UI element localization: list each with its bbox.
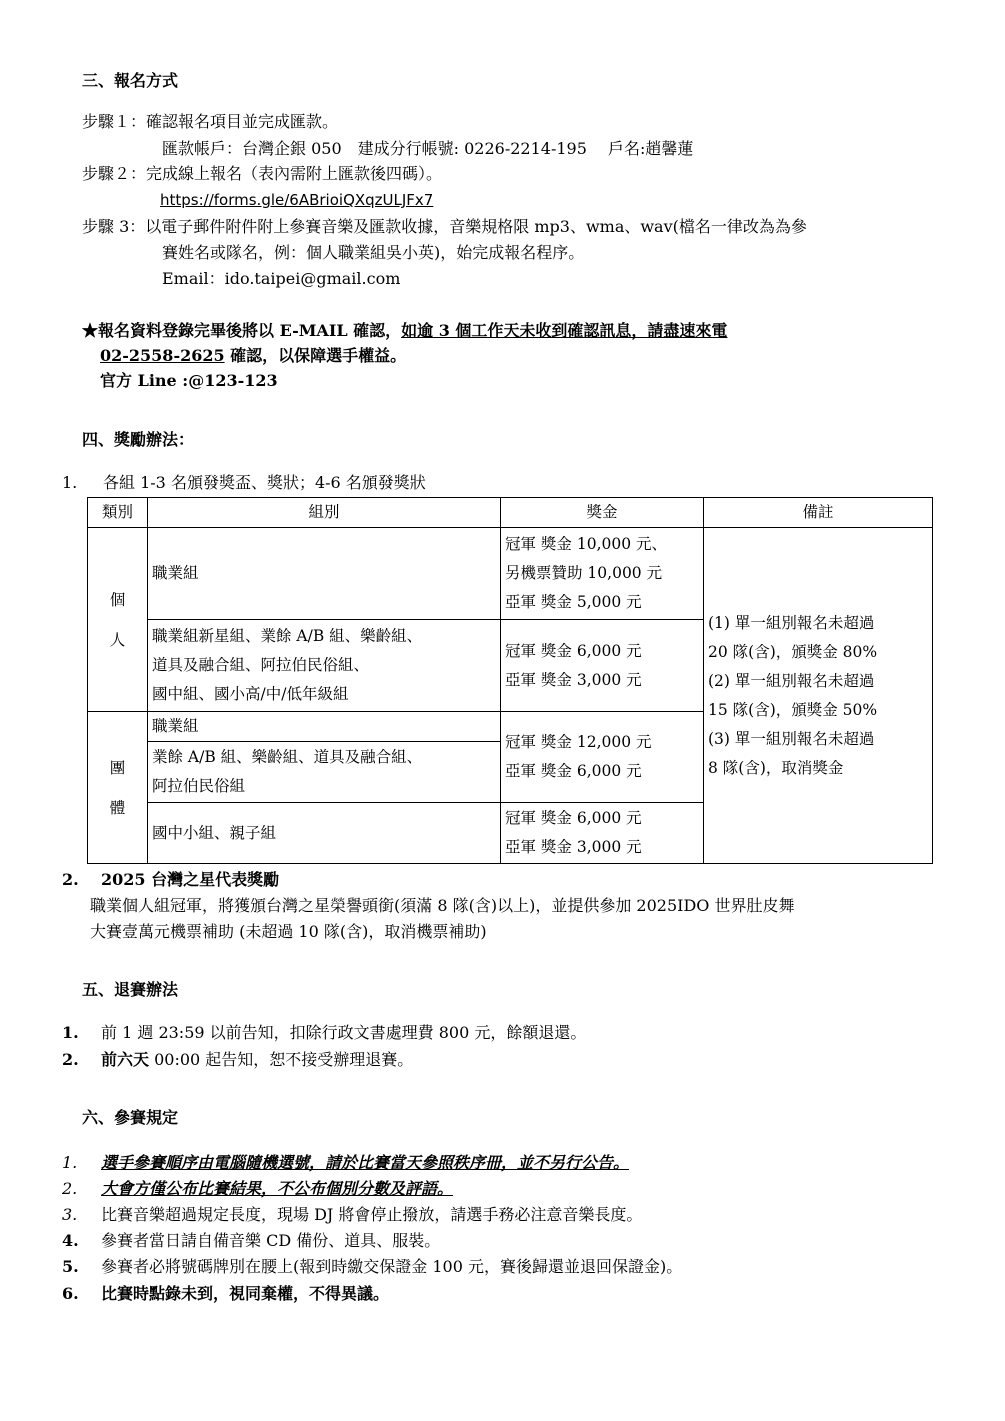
group-line: 國中組、國小高/中/低年級組 bbox=[152, 685, 349, 703]
prize-cell bbox=[501, 803, 704, 864]
category-individual-char1: 個 bbox=[109, 590, 126, 609]
step3-text-line1: 步驟 3：以電子郵件附件附上參賽音樂及匯款收據，音樂規格限 mp3、wma、wav(檔名一律改為為參 bbox=[82, 217, 807, 236]
header-group: 組別 bbox=[148, 498, 501, 528]
rule-item3-number: 3. bbox=[62, 1205, 78, 1224]
section5-title: 五、退賽辦法 bbox=[82, 980, 179, 999]
category-individual bbox=[88, 528, 148, 712]
remark-line: (3) 單一組別報名未超過 bbox=[708, 729, 875, 748]
prize-cell bbox=[501, 620, 704, 712]
award-item2-line2: 大賽壹萬元機票補助 (未超過 10 隊(含)，取消機票補助) bbox=[90, 922, 487, 941]
section4-title: 四、獎勵辦法： bbox=[82, 430, 195, 449]
remark-line: 15 隊(含)，頒獎金 50% bbox=[708, 700, 878, 719]
withdraw-item2-rest: 00:00 起告知，恕不接受辦理退賽。 bbox=[149, 1050, 414, 1069]
rule-item2-number: 2. bbox=[62, 1179, 78, 1198]
bank-account-text: 匯款帳戶：台灣企銀 050 建成分行帳號: 0226-2214-195 戶名:趙馨蓮 bbox=[162, 139, 694, 158]
group-cell: 職業組 bbox=[148, 528, 501, 620]
table-row bbox=[88, 528, 933, 620]
category-individual-char2: 人 bbox=[109, 630, 126, 649]
remark-line: 20 隊(含)，頒獎金 80% bbox=[708, 642, 878, 661]
prize-line: 冠軍 獎金 6,000 元 bbox=[505, 641, 642, 660]
group-cell: 職業組 bbox=[148, 712, 501, 742]
rule-item6-number: 6. bbox=[62, 1284, 79, 1303]
step1-text: 步驟１：確認報名項目並完成匯款。 bbox=[82, 112, 339, 131]
remark-line: (2) 單一組別報名未超過 bbox=[708, 671, 875, 690]
withdraw-item1-number: 1. bbox=[62, 1023, 79, 1042]
table-header-row bbox=[88, 498, 933, 528]
section6-title: 六、參賽規定 bbox=[82, 1108, 179, 1127]
contact-email: Email：ido.taipei@gmail.com bbox=[162, 269, 401, 288]
notice-part3: 確認，以保障選手權益。 bbox=[224, 346, 407, 365]
group-cell: 國中小組、親子組 bbox=[148, 803, 501, 864]
group-cell bbox=[148, 742, 501, 803]
withdraw-item2-number: 2. bbox=[62, 1050, 79, 1069]
header-category: 類別 bbox=[88, 498, 148, 528]
group-line: 阿拉伯民俗組 bbox=[152, 777, 246, 795]
prize-line: 亞軍 獎金 5,000 元 bbox=[505, 593, 642, 611]
confirmation-notice-line2 bbox=[100, 345, 406, 367]
prize-line: 冠軍 獎金 6,000 元 bbox=[505, 809, 642, 827]
group-line: 道具及融合組、阿拉伯民俗組、 bbox=[152, 656, 370, 674]
award-item2-number: 2. bbox=[62, 870, 79, 889]
prize-line: 冠軍 獎金 12,000 元 bbox=[505, 733, 652, 751]
official-line-id: 官方 Line :@123-123 bbox=[100, 371, 278, 390]
registration-form-link[interactable]: https://forms.gle/6ABrioiQXqzULJFx7 bbox=[160, 191, 434, 209]
rule-item4-number: 4. bbox=[62, 1231, 79, 1250]
withdraw-item2-text bbox=[101, 1049, 413, 1071]
prize-line: 亞軍 獎金 3,000 元 bbox=[505, 838, 642, 856]
prize-line: 亞軍 獎金 3,000 元 bbox=[505, 670, 642, 689]
category-team bbox=[88, 712, 148, 864]
prize-cell bbox=[501, 712, 704, 803]
award-item1-number: 1. bbox=[62, 473, 78, 492]
step2-text: 步驟２：完成線上報名（表內需附上匯款後四碼）。 bbox=[82, 164, 443, 183]
award-item2-title: 2025 台灣之星代表獎勵 bbox=[101, 870, 280, 889]
section3-title: 三、報名方式 bbox=[82, 71, 179, 90]
rule-item1-text: 選手參賽順序由電腦隨機選號，請於比賽當天參照秩序冊，並不另行公告。 bbox=[101, 1153, 630, 1172]
prize-cell bbox=[501, 528, 704, 620]
notice-part2: 如逾 3 個工作天未收到確認訊息，請盡速來電 bbox=[401, 321, 728, 340]
confirmation-notice bbox=[82, 320, 727, 342]
prize-line: 冠軍 獎金 10,000 元、 bbox=[505, 535, 668, 553]
category-team-char1: 團 bbox=[109, 758, 126, 777]
contact-phone: 02-2558-2625 bbox=[100, 346, 225, 365]
group-line: 業餘 A/B 組、樂齡組、道具及融合組、 bbox=[152, 748, 423, 766]
remarks-cell bbox=[704, 528, 933, 864]
prize-line: 亞軍 獎金 6,000 元 bbox=[505, 762, 642, 780]
rule-item3-text: 比賽音樂超過規定長度，現場 DJ 將會停止撥放，請選手務必注意音樂長度。 bbox=[101, 1205, 643, 1224]
awards-table bbox=[87, 497, 933, 864]
withdraw-item2-bold: 前六天 bbox=[101, 1050, 150, 1069]
group-line: 職業組新星組、業餘 A/B 組、樂齡組、 bbox=[152, 627, 423, 645]
rule-item5-number: 5. bbox=[62, 1257, 79, 1276]
step3-text-line2: 賽姓名或隊名，例：個人職業組吳小英)，始完成報名程序。 bbox=[162, 243, 585, 262]
header-remarks: 備註 bbox=[704, 498, 933, 528]
remark-line: (1) 單一組別報名未超過 bbox=[708, 613, 875, 632]
award-item1-text: 各組 1-3 名頒發獎盃、獎狀；4-6 名頒發獎狀 bbox=[103, 473, 426, 492]
notice-part1: ★報名資料登錄完畢後將以 E-MAIL 確認， bbox=[82, 321, 402, 340]
rule-item2-text: 大會方僅公布比賽結果，不公布個別分數及評語。 bbox=[101, 1179, 454, 1198]
rule-item4-text: 參賽者當日請自備音樂 CD 備份、道具、服裝。 bbox=[101, 1231, 441, 1250]
category-team-char2: 體 bbox=[109, 798, 126, 817]
remark-line: 8 隊(含)，取消獎金 bbox=[708, 758, 844, 777]
rule-item1-number: 1. bbox=[62, 1153, 78, 1172]
header-prize: 獎金 bbox=[501, 498, 704, 528]
rule-item6-text: 比賽時點錄未到，視同棄權，不得異議。 bbox=[101, 1284, 390, 1303]
award-item2-line1: 職業個人組冠軍，將獲頒台灣之星榮譽頭銜(須滿 8 隊(含)以上)，並提供參加 2025IDO 世界肚皮舞 bbox=[90, 896, 795, 915]
prize-line: 另機票贊助 10,000 元 bbox=[505, 564, 663, 582]
rule-item5-text: 參賽者必將號碼牌別在腰上(報到時繳交保證金 100 元，賽後歸還並退回保證金)。 bbox=[101, 1257, 683, 1276]
group-cell bbox=[148, 620, 501, 712]
withdraw-item1-text: 前 1 週 23:59 以前告知，扣除行政文書處理費 800 元，餘額退還。 bbox=[101, 1023, 587, 1042]
